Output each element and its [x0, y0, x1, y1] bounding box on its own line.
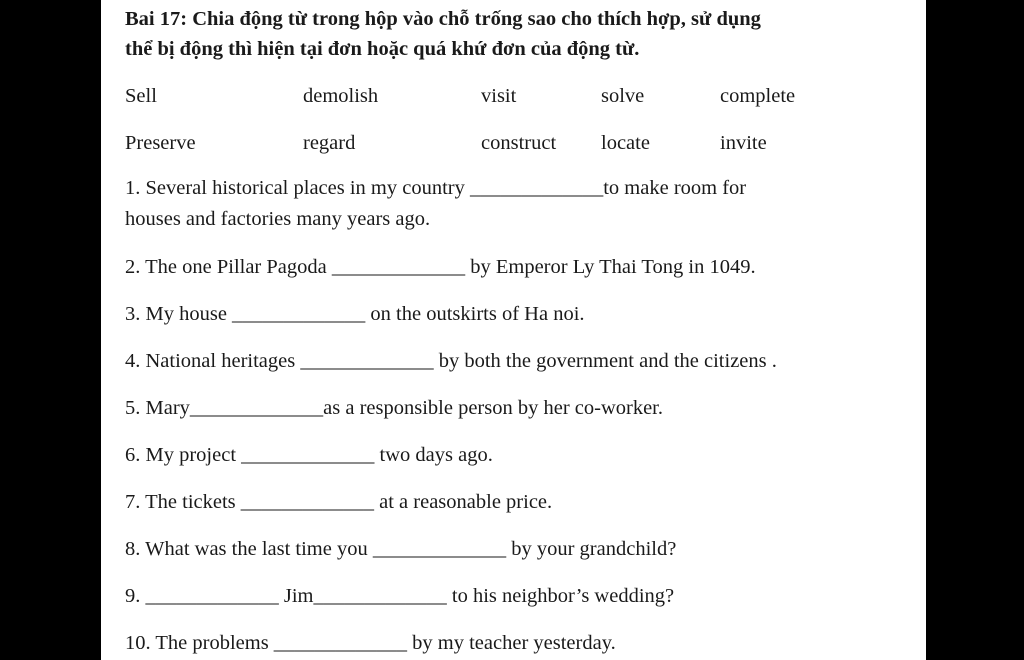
question-5: 5. Mary_____________as a responsible person by her co-worker. — [125, 397, 664, 419]
word-sell: Sell — [125, 85, 157, 107]
title-line-1: Bai 17: Chia động từ trong hộp vào chỗ trống sao cho thích hợp, sử dụng — [125, 8, 761, 30]
word-locate: locate — [601, 132, 650, 154]
word-solve: solve — [601, 85, 645, 107]
question-7: 7. The tickets _____________ at a reasonable price. — [125, 491, 553, 513]
question-8: 8. What was the last time you _____________ by your grandchild? — [125, 538, 677, 560]
word-regard: regard — [303, 132, 356, 154]
worksheet-page — [101, 0, 926, 660]
question-2: 2. The one Pillar Pagoda _____________ by Emperor Ly Thai Tong in 1049. — [125, 256, 756, 278]
question-3: 3. My house _____________ on the outskirts of Ha noi. — [125, 303, 585, 325]
word-invite: invite — [720, 132, 767, 154]
word-preserve: Preserve — [125, 132, 196, 154]
question-10: 10. The problems _____________ by my teacher yesterday. — [125, 632, 616, 654]
word-demolish: demolish — [303, 85, 379, 107]
question-1-line-1: 1. Several historical places in my country _____________to make room for — [125, 177, 747, 199]
question-9: 9. _____________ Jim_____________ to his neighbor’s wedding? — [125, 585, 675, 607]
word-visit: visit — [481, 85, 517, 107]
question-4: 4. National heritages _____________ by both the government and the citizens . — [125, 350, 777, 372]
question-6: 6. My project _____________ two days ago. — [125, 444, 493, 466]
word-construct: construct — [481, 132, 557, 154]
question-1-line-2: houses and factories many years ago. — [125, 208, 431, 230]
word-complete: complete — [720, 85, 796, 107]
title-line-2: thể bị động thì hiện tại đơn hoặc quá khứ đơn của động từ. — [125, 38, 640, 60]
exercise-title — [125, 4, 905, 64]
